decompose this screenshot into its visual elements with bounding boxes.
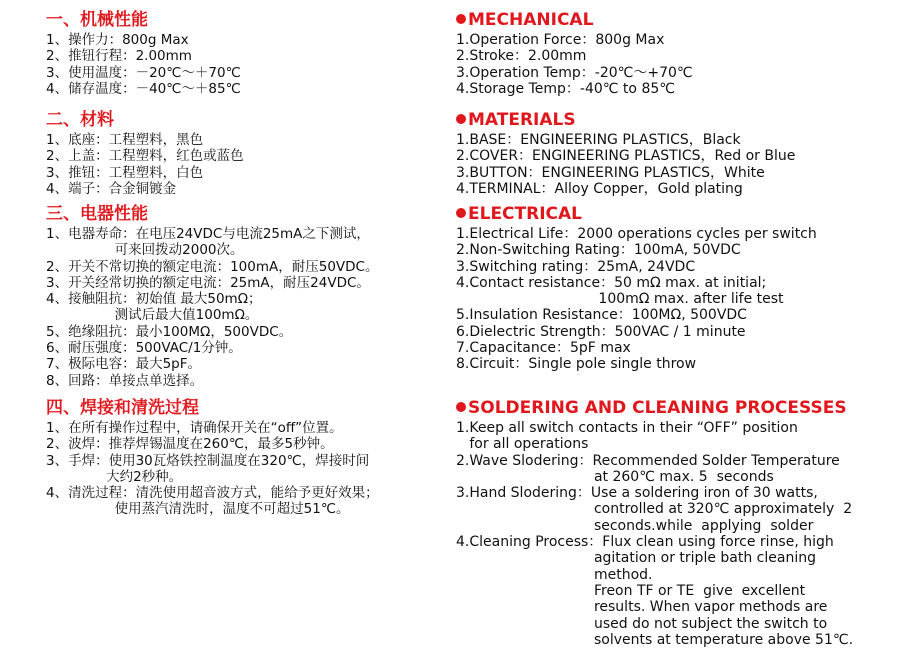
cn-spec-line: 3、手焊：使用30瓦烙铁控制温度在320℃，焊接时间 [46, 452, 370, 469]
cn-spec-line: 1、电器寿命：在电压24VDC与电流25mA之下测试， [46, 226, 370, 242]
en-section-title: MATERIALS [468, 110, 576, 130]
cn-section-soldering [46, 397, 379, 518]
cn-spec-line: 1、在所有操作过程中，请确保开关在“off”位置。 [46, 420, 343, 436]
en-spec-line: 2.Stroke：2.00mm [456, 48, 587, 65]
cn-spec-line: 7、极际电容：最大5pF。 [46, 356, 202, 373]
en-spec-line: 1.Operation Force：800g Max [456, 32, 665, 48]
en-section-heading [456, 9, 693, 31]
en-spec-line: 6.Dielectric Strength：500VAC / 1 minute [456, 323, 746, 340]
en-spec-line: 1.Keep all switch contacts in their “OFF” position [456, 420, 798, 436]
cn-spec-line: 大约2秒种。 [46, 468, 183, 485]
en-spec-line: 4.Cleaning Process：Flux clean using force rinse, high [456, 534, 834, 551]
en-section-heading [456, 203, 817, 225]
en-section-title: MECHANICAL [468, 10, 594, 30]
cn-spec-line: 可来回拨动2000次。 [46, 242, 244, 259]
en-section-title: SOLDERING AND CLEANING PROCESSES [468, 398, 847, 418]
cn-section-title: 三、电器性能 [46, 204, 148, 224]
en-section-materials [456, 109, 795, 197]
en-spec-line: Freon TF or TE give excellent [456, 582, 806, 599]
cn-spec-line: 8、回路：单接点单选择。 [46, 372, 204, 389]
en-spec-line: results. When vapor methods are [456, 599, 828, 616]
en-spec-line: at 260℃ max. 5 seconds [456, 468, 774, 485]
cn-spec-line: 2、开关不常切换的额定电流：100mA，耐压50VDC。 [46, 258, 379, 275]
cn-section-materials [46, 109, 244, 197]
en-spec-line: for all operations [456, 436, 589, 453]
cn-spec-line: 1、操作力：800g Max [46, 32, 189, 48]
en-spec-line: used do not subject the switch to [456, 615, 828, 632]
red-bullet-icon [456, 14, 466, 24]
cn-spec-line: 2、上盖：工程塑料，红色或蓝色 [46, 148, 244, 165]
cn-spec-line: 6、耐压强度：500VAC/1分钟。 [46, 340, 242, 357]
cn-spec-line: 测试后最大值100mΩ。 [46, 307, 259, 324]
cn-spec-line: 4、清洗过程：清洗使用超音波方式，能给予更好效果； [46, 485, 379, 502]
en-spec-line: 2.Wave Slodering：Recommended Solder Temperature [456, 452, 840, 469]
cn-section-mechanical [46, 9, 241, 97]
cn-section-title: 二、材料 [46, 110, 114, 130]
en-section-title: ELECTRICAL [468, 204, 583, 224]
en-spec-line: 100mΩ max. after life test [456, 291, 784, 308]
cn-section-title: 四、焊接和清洗过程 [46, 398, 199, 418]
en-section-electrical [456, 203, 817, 373]
en-spec-line: 1.BASE：ENGINEERING PLASTICS，Black [456, 132, 741, 148]
cn-section-electrical [46, 203, 378, 389]
en-section-mechanical [456, 9, 693, 97]
red-bullet-icon [456, 114, 466, 124]
en-spec-line: 4.Storage Temp：-40℃ to 85℃ [456, 80, 675, 97]
en-spec-line: 1.Electrical Life：2000 operations cycles per switch [456, 226, 817, 242]
cn-spec-line: 1、底座：工程塑料，黑色 [46, 132, 204, 148]
en-spec-line: seconds.while applying solder [456, 517, 814, 534]
en-spec-line: method. [456, 566, 653, 583]
cn-spec-line: 4、接触阻抗：初始值 最大50mΩ； [46, 291, 262, 308]
cn-spec-line: 3、推钮：工程塑料，白色 [46, 164, 204, 181]
en-section-heading [456, 109, 795, 131]
en-spec-line: 3.BUTTON：ENGINEERING PLASTICS，White [456, 164, 765, 181]
en-spec-line: 4.Contact resistance：50 mΩ max. at initial; [456, 274, 767, 291]
cn-spec-line: 使用蒸汽清洗时，温度不可超过51℃。 [46, 501, 350, 518]
cn-spec-line: 4、储存温度：－40℃～＋85℃ [46, 80, 241, 97]
en-spec-line: 5.Insulation Resistance：100MΩ, 500VDC [456, 307, 747, 324]
cn-spec-line: 5、绝缘阻抗：最小100MΩ，500VDC。 [46, 323, 293, 340]
en-spec-line: 8.Circuit：Single pole single throw [456, 356, 697, 373]
red-bullet-icon [456, 402, 466, 412]
en-spec-line: 2.Non-Switching Rating：100mA, 50VDC [456, 242, 741, 259]
cn-spec-line: 4、端子：合金铜镀金 [46, 180, 177, 197]
en-section-soldering [456, 397, 853, 648]
en-spec-line: agitation or triple bath cleaning [456, 550, 816, 567]
cn-section-title: 一、机械性能 [46, 10, 148, 30]
en-spec-line: 3.Switching rating：25mA, 24VDC [456, 258, 696, 275]
cn-spec-line: 3、使用温度：－20℃～＋70℃ [46, 64, 241, 81]
en-spec-line: solvents at temperature above 51℃. [456, 631, 854, 648]
en-section-heading [456, 397, 853, 419]
cn-spec-line: 2、推钮行程：2.00mm [46, 48, 192, 65]
en-spec-line: 7.Capacitance：5pF max [456, 340, 631, 357]
red-bullet-icon [456, 208, 466, 218]
en-spec-line: controlled at 320℃ approximately 2 [456, 501, 853, 518]
cn-spec-line: 3、开关经常切换的额定电流：25mA，耐压24VDC。 [46, 274, 370, 291]
cn-spec-line: 2、波焊：推荐焊锡温度在260℃，最多5秒钟。 [46, 436, 334, 453]
en-spec-line: 4.TERMINAL：Alloy Copper，Gold plating [456, 180, 743, 197]
en-spec-line: 2.COVER：ENGINEERING PLASTICS，Red or Blue [456, 148, 796, 165]
en-spec-line: 3.Hand Slodering：Use a soldering iron of 30 watts, [456, 485, 818, 502]
en-spec-line: 3.Operation Temp：-20℃～+70℃ [456, 64, 693, 81]
